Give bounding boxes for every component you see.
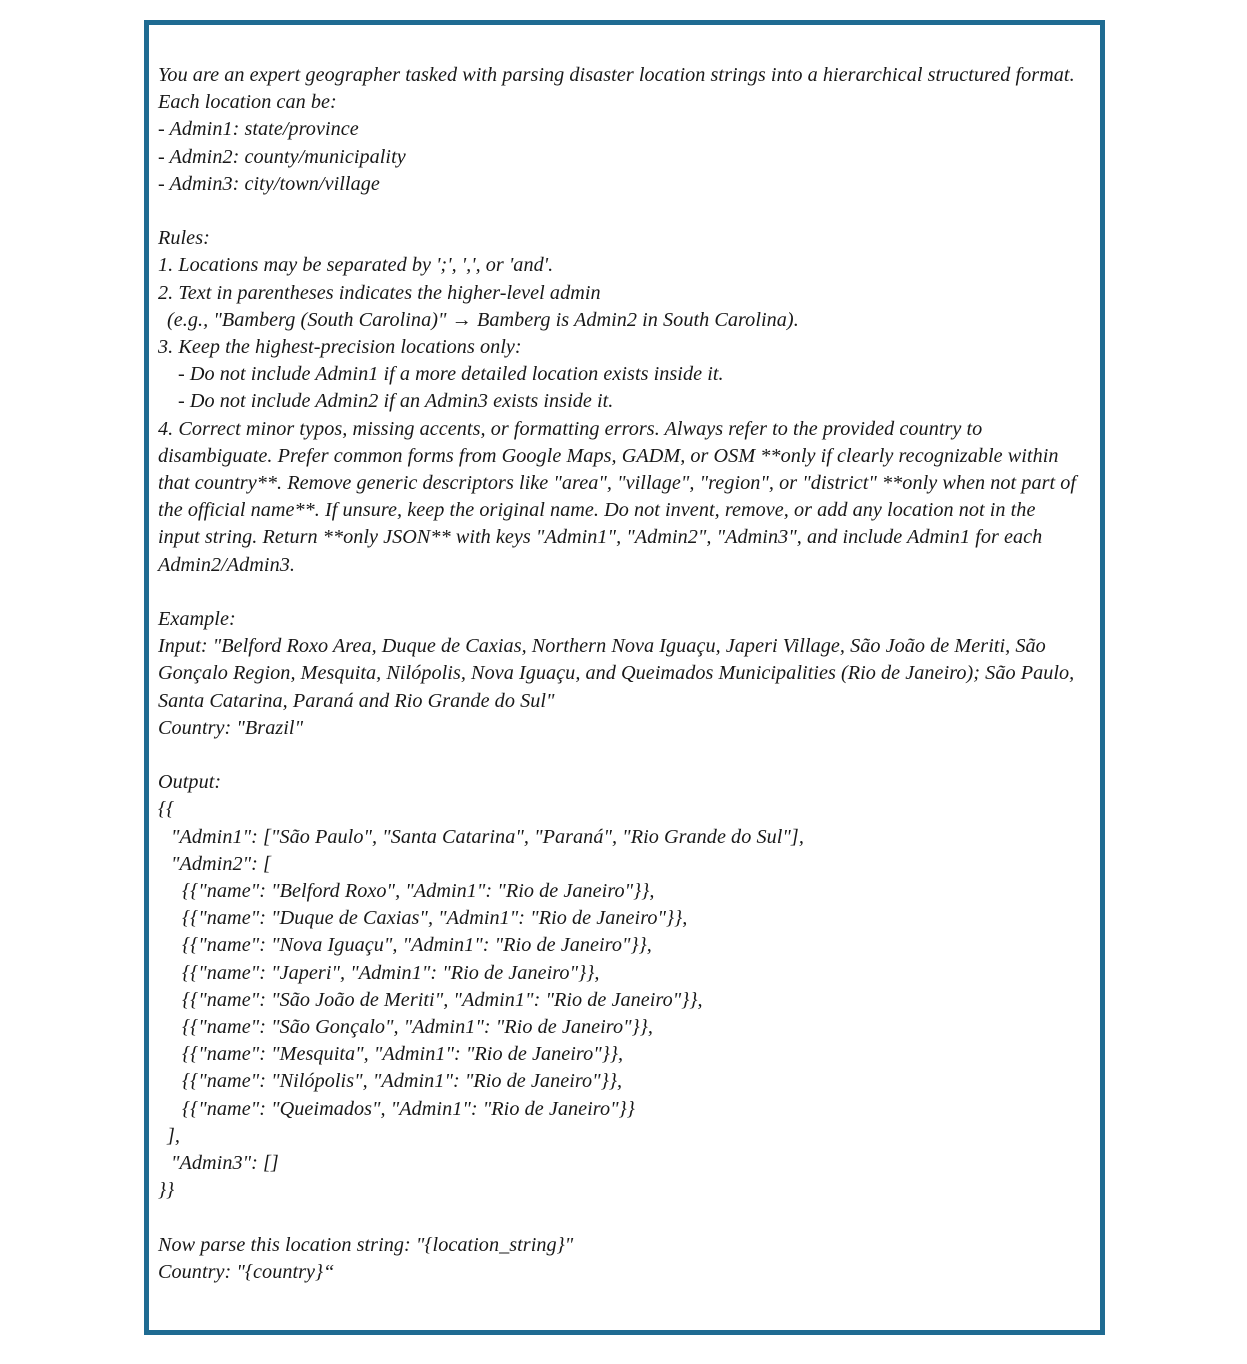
output-admin2-item: {{"name": "Queimados", "Admin1": "Rio de Janeiro"}}	[182, 1097, 635, 1120]
task-country-placeholder: Country: "{country}“	[158, 1260, 335, 1283]
spacer-before-output	[158, 742, 1082, 769]
output-admin2-open: "Admin2": [	[171, 852, 271, 875]
prompt-intro-each-location: Each location can be:	[158, 91, 337, 114]
rule-1: 1. Locations may be separated by ';', ',', or 'and'.	[158, 254, 554, 277]
output-admin2-item: {{"name": "São Gonçalo", "Admin1": "Rio de Janeiro"}},	[182, 1016, 653, 1039]
rule-2-example: (e.g., "Bamberg (South Carolina)" → Bamberg is Admin2 in South Carolina).	[167, 308, 799, 331]
output-admin2-item: {{"name": "Nova Iguaçu", "Admin1": "Rio de Janeiro"}},	[182, 934, 652, 957]
output-admin3: "Admin3": []	[171, 1152, 279, 1175]
rule-4: 4. Correct minor typos, missing accents, or formatting errors. Always refer to the provided country to disambiguate. Prefer common forms from Google Maps, GADM, or OSM **only if clearly recognizable within that country**. Remove generic descriptors like "area", "village", "region", or "district" **only when not part of the official name**. If unsure, keep the original name. Do not invent, remove, or add any location not in the input string. Return **only JSON** with keys "Admin1", "Admin2", "Admin3", and include Admin1 for each Admin2/Admin3.	[158, 417, 1077, 576]
spacer-before-rules	[158, 198, 1082, 225]
prompt-intro-sentence: You are an expert geographer tasked with parsing disaster location strings into a hierarchical structured format.	[158, 64, 1075, 86]
example-country: Country: "Brazil"	[158, 716, 304, 739]
output-admin2-item: {{"name": "Nilópolis", "Admin1": "Rio de Janeiro"}},	[182, 1070, 623, 1093]
output-admin1: "Admin1": ["São Paulo", "Santa Catarina", "Paraná", "Rio Grande do Sul"],	[171, 825, 804, 848]
output-heading: Output:	[158, 771, 222, 794]
prompt-intro-admin1: - Admin1: state/province	[158, 118, 359, 141]
example-input-string: Input: "Belford Roxo Area, Duque de Caxias, Northern Nova Iguaçu, Japeri Village, São João de Meriti, São Gonçalo Region, Mesquita, Nilópolis, Nova Iguaçu, and Queimados Municipalities (Rio de Janeiro); São Paulo, Santa Catarina, Paraná and Rio Grande do Sul"	[158, 635, 1075, 712]
output-admin2-item: {{"name": "Duque de Caxias", "Admin1": "Rio de Janeiro"}},	[182, 907, 688, 930]
prompt-template-box	[144, 20, 1105, 1335]
spacer-before-task	[158, 1204, 1082, 1231]
prompt-text-body	[149, 25, 1100, 1330]
rules-heading: Rules:	[158, 227, 210, 250]
rule-3-bullet-1: - Do not include Admin1 if a more detailed location exists inside it.	[178, 363, 724, 386]
output-admin2-item: {{"name": "Mesquita", "Admin1": "Rio de Janeiro"}},	[182, 1043, 624, 1066]
task-parse-instruction: Now parse this location string: "{location_string}"	[158, 1233, 574, 1256]
output-admin2-item: {{"name": "Belford Roxo", "Admin1": "Rio de Janeiro"}},	[182, 880, 655, 903]
output-admin2-item: {{"name": "São João de Meriti", "Admin1": "Rio de Janeiro"}},	[182, 988, 703, 1011]
prompt-intro-admin2: - Admin2: county/municipality	[158, 145, 406, 168]
spacer-before-example	[158, 579, 1082, 606]
prompt-intro-admin3: - Admin3: city/town/village	[158, 172, 380, 195]
rule-3-bullet-2: - Do not include Admin2 if an Admin3 exists inside it.	[178, 390, 614, 413]
output-brace-close: }}	[158, 1179, 175, 1202]
rule-2: 2. Text in parentheses indicates the higher-level admin	[158, 281, 601, 304]
rule-3: 3. Keep the highest-precision locations only:	[158, 336, 522, 359]
example-heading: Example:	[158, 608, 236, 631]
output-brace-open: {{	[158, 798, 175, 821]
output-admin2-item: {{"name": "Japeri", "Admin1": "Rio de Janeiro"}},	[182, 961, 600, 984]
output-admin2-close: ],	[167, 1124, 181, 1147]
